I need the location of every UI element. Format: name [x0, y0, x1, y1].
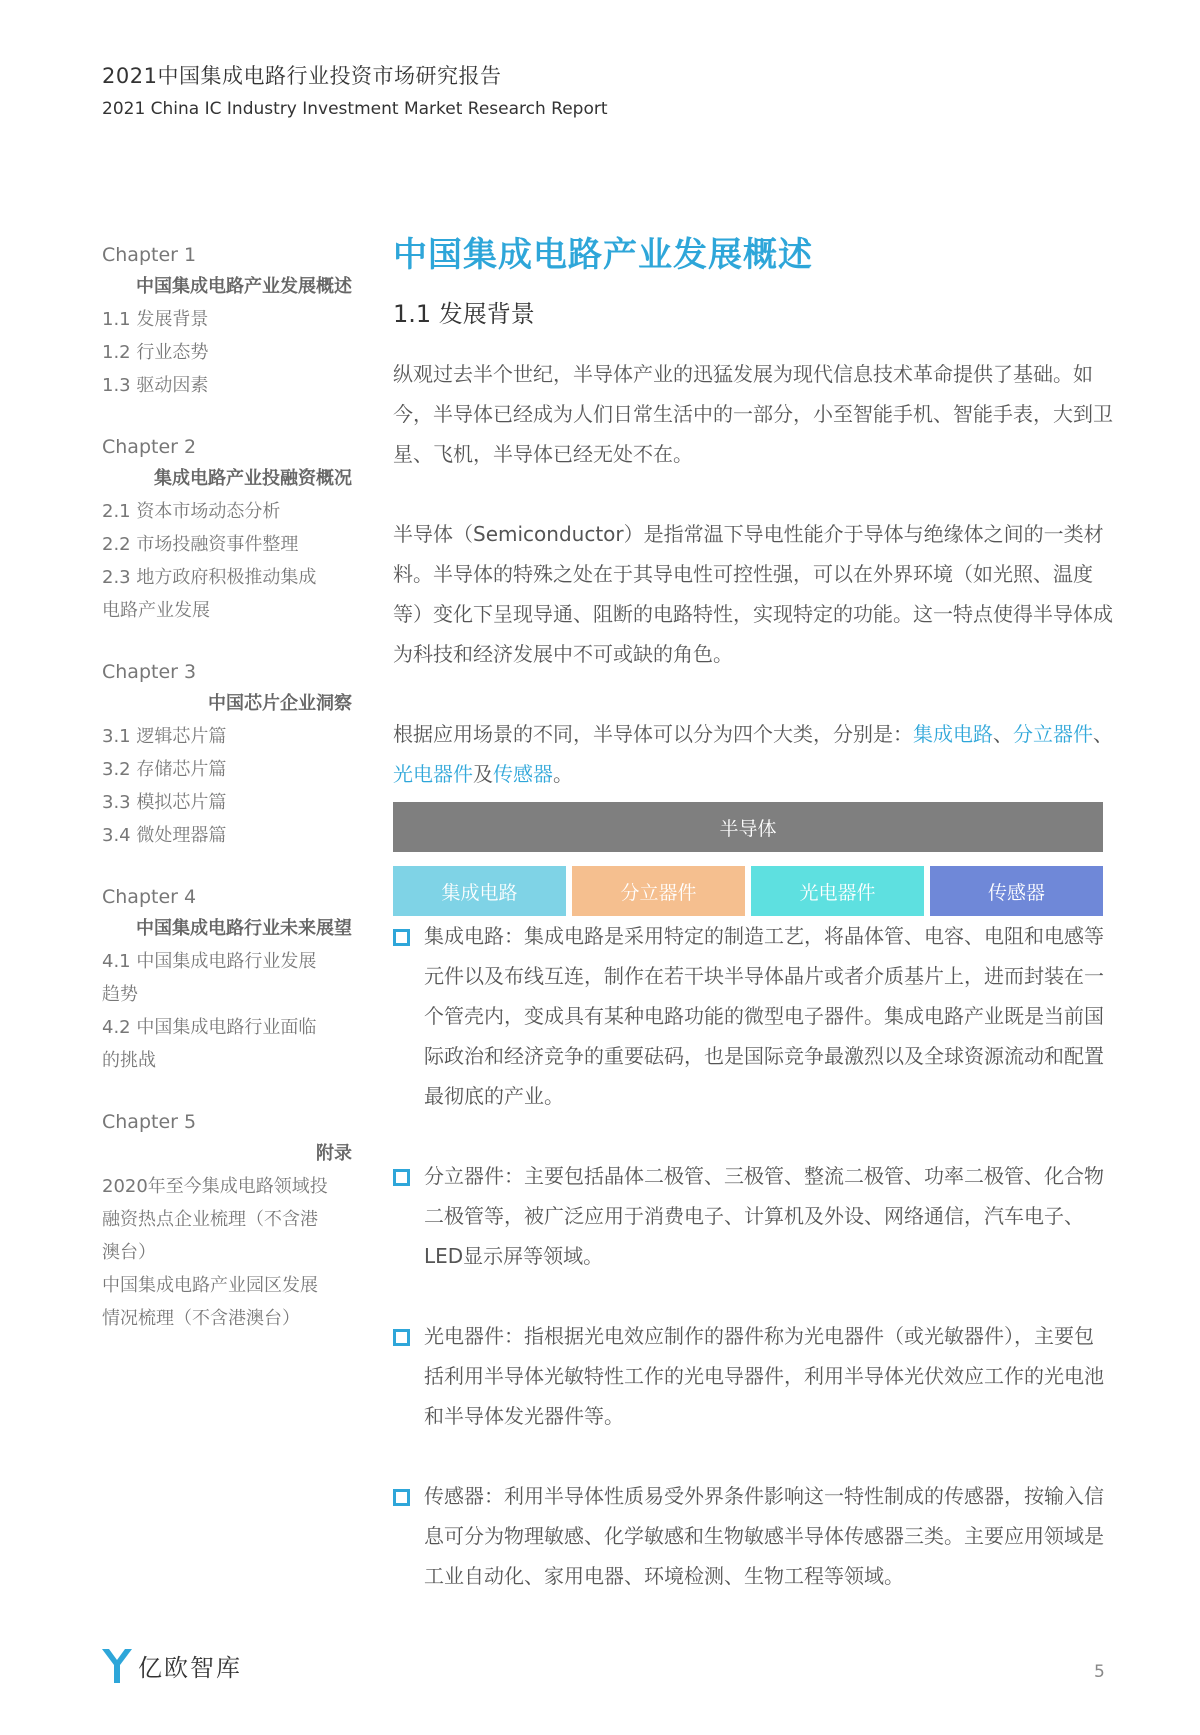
toc-item[interactable]: 趋势: [102, 984, 138, 1005]
separator: 、: [993, 722, 1013, 746]
square-bullet-icon: [393, 1489, 410, 1506]
toc-item[interactable]: 1.2 行业态势: [102, 342, 209, 363]
chapter-title: 中国集成电路行业未来展望: [136, 918, 352, 939]
paragraph-definition: 半导体（Semiconductor）是指常温下导电性能介于导体与绝缘体之间的一类材料。半导体的特殊之处在于其导电性可控性强，可以在外界环境（如光照、温度等）变化下呈现导通、阻断的电路特性，实现特定的功能。这一特点使得半导体成为科技和经济发展中不可或缺的角色。: [393, 522, 1113, 666]
period: 。: [553, 762, 573, 786]
semiconductor-diagram: [393, 802, 1103, 916]
separator: 、: [1093, 722, 1113, 746]
page-header: [102, 60, 608, 122]
bullet-item: [393, 916, 1113, 1116]
bullet-text: 光电器件：指根据光电效应制作的器件称为光电器件（或光敏器件），主要包括利用半导体光敏特性工作的光电导器件，利用半导体光伏效应工作的光电池和半导体发光器件等。: [424, 1324, 1104, 1428]
logo-text: 亿欧智库: [138, 1653, 242, 1682]
table-of-contents: [102, 240, 352, 1365]
section-heading: 1.1 发展背景: [393, 300, 535, 328]
chapter-label: Chapter 1: [102, 244, 197, 266]
main-content: [393, 230, 1113, 1636]
link-discrete-device[interactable]: 分立器件: [1013, 722, 1093, 746]
chapter-label: Chapter 2: [102, 436, 197, 458]
square-bullet-icon: [393, 1329, 410, 1346]
chapter-heading: 中国集成电路产业发展概述: [393, 235, 813, 275]
diagram-box-sensor: 传感器: [930, 866, 1103, 916]
toc-chapter-4: [102, 882, 352, 1077]
diagram-box-integrated-circuit: 集成电路: [393, 866, 566, 916]
categories-prefix: 根据应用场景的不同，半导体可以分为四个大类，分别是：: [393, 722, 913, 746]
paragraph-intro: 纵观过去半个世纪，半导体产业的迅猛发展为现代信息技术革命提供了基础。如今，半导体已经成为人们日常生活中的一部分，小至智能手机、智能手表，大到卫星、飞机，半导体已经无处不在。: [393, 362, 1113, 466]
square-bullet-icon: [393, 1169, 410, 1186]
toc-chapter-2: [102, 432, 352, 627]
brand-logo: [100, 1645, 242, 1685]
logo-mark-icon: [100, 1645, 134, 1685]
bullet-item: [393, 1316, 1113, 1436]
report-title-zh: 2021中国集成电路行业投资市场研究报告: [102, 64, 502, 88]
chapter-label: Chapter 4: [102, 886, 197, 908]
page-number: 5: [1094, 1662, 1105, 1682]
diagram-box-discrete-device: 分立器件: [572, 866, 745, 916]
diagram-box-optoelectronic-device: 光电器件: [751, 866, 924, 916]
toc-item[interactable]: 2.1 资本市场动态分析: [102, 501, 281, 522]
toc-chapter-5: [102, 1107, 352, 1335]
toc-item[interactable]: 情况梳理（不含港澳台）: [102, 1308, 300, 1329]
toc-item[interactable]: 融资热点企业梳理（不含港: [102, 1209, 318, 1230]
bullet-item: [393, 1476, 1113, 1596]
link-optoelectronic-device[interactable]: 光电器件: [393, 762, 473, 786]
diagram-root-box: 半导体: [393, 802, 1103, 852]
bullet-text: 分立器件：主要包括晶体二极管、三极管、整流二极管、功率二极管、化合物二极管等，被广泛应用于消费电子、计算机及外设、网络通信，汽车电子、LED显示屏等领域。: [424, 1164, 1104, 1268]
diagram-children-row: [393, 866, 1103, 916]
toc-item[interactable]: 2.2 市场投融资事件整理: [102, 534, 299, 555]
toc-item[interactable]: 的挑战: [102, 1050, 156, 1071]
report-title-en: 2021 China IC Industry Investment Market Research Report: [102, 99, 608, 119]
toc-item[interactable]: 3.3 模拟芯片篇: [102, 792, 227, 813]
toc-item[interactable]: 1.3 驱动因素: [102, 375, 209, 396]
toc-item[interactable]: 澳台）: [102, 1242, 156, 1263]
link-integrated-circuit[interactable]: 集成电路: [913, 722, 993, 746]
chapter-title: 中国芯片企业洞察: [208, 693, 352, 714]
toc-chapter-1: [102, 240, 352, 402]
toc-item[interactable]: 4.1 中国集成电路行业发展: [102, 951, 317, 972]
chapter-title: 附录: [316, 1143, 352, 1164]
chapter-label: Chapter 5: [102, 1111, 197, 1133]
toc-item[interactable]: 电路产业发展: [102, 600, 210, 621]
chapter-label: Chapter 3: [102, 661, 197, 683]
separator: 及: [473, 762, 493, 786]
toc-chapter-3: [102, 657, 352, 852]
toc-item[interactable]: 2.3 地方政府积极推动集成: [102, 567, 317, 588]
square-bullet-icon: [393, 929, 410, 946]
category-bullets: [393, 916, 1113, 1596]
bullet-text: 传感器：利用半导体性质易受外界条件影响这一特性制成的传感器，按输入信息可分为物理敏感、化学敏感和生物敏感半导体传感器三类。主要应用领域是工业自动化、家用电器、环境检测、生物工程等领域。: [424, 1484, 1104, 1588]
chapter-title: 集成电路产业投融资概况: [154, 468, 352, 489]
bullet-item: [393, 1156, 1113, 1276]
toc-item[interactable]: 3.2 存储芯片篇: [102, 759, 227, 780]
toc-item[interactable]: 1.1 发展背景: [102, 309, 209, 330]
bullet-text: 集成电路：集成电路是采用特定的制造工艺，将晶体管、电容、电阻和电感等元件以及布线互连，制作在若干块半导体晶片或者介质基片上，进而封装在一个管壳内，变成具有某种电路功能的微型电子器件。集成电路产业既是当前国际政治和经济竞争的重要砝码，也是国际竞争最激烈以及全球资源流动和配置最彻底的产业。: [424, 924, 1104, 1108]
link-sensor[interactable]: 传感器: [493, 762, 553, 786]
toc-item[interactable]: 4.2 中国集成电路行业面临: [102, 1017, 317, 1038]
toc-item[interactable]: 2020年至今集成电路领域投: [102, 1176, 328, 1197]
toc-item[interactable]: 3.4 微处理器篇: [102, 825, 227, 846]
toc-item[interactable]: 3.1 逻辑芯片篇: [102, 726, 227, 747]
toc-item[interactable]: 中国集成电路产业园区发展: [102, 1275, 318, 1296]
chapter-title: 中国集成电路产业发展概述: [136, 276, 352, 297]
paragraph-categories: [393, 714, 1113, 794]
